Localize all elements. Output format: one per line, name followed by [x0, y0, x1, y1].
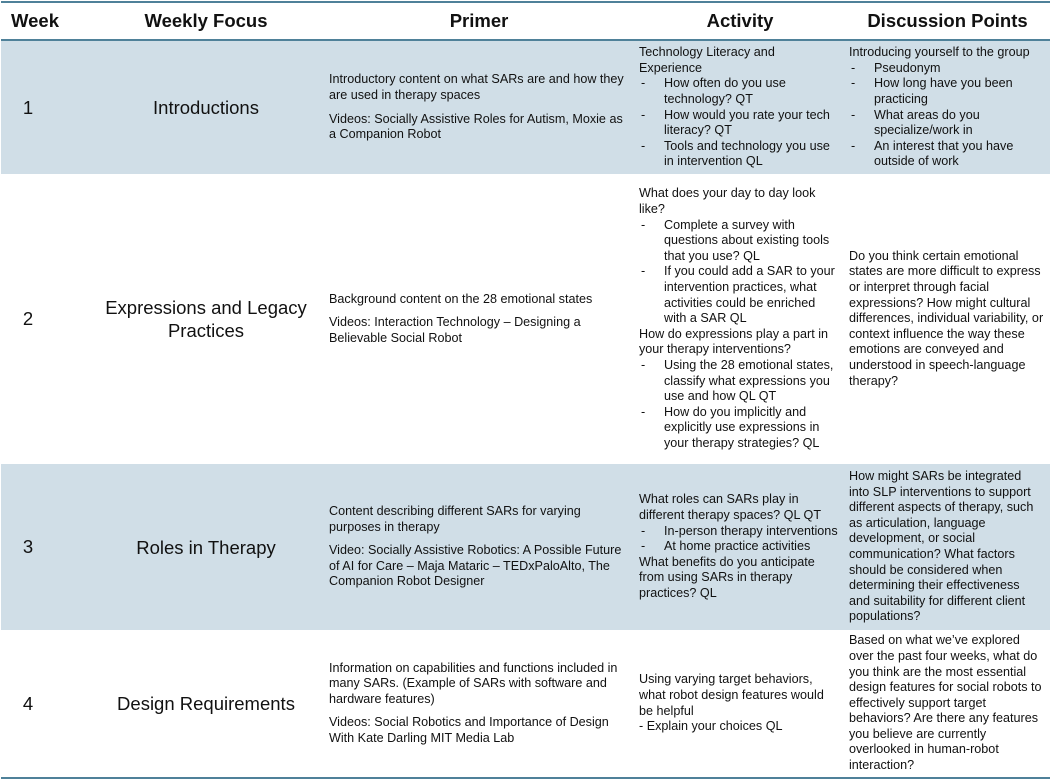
header-week: Week: [1, 2, 89, 40]
discussion-cell: [845, 174, 1050, 464]
discussion-cell: [845, 464, 1050, 630]
primer-cell: [323, 40, 635, 174]
activity-intro: What roles can SARs play in different therapy spaces? QL QT: [639, 492, 822, 523]
discussion-item: - What areas do you specialize/work in: [849, 108, 1044, 139]
weekly-focus: Roles in Therapy: [89, 464, 323, 630]
weekly-schedule-table: [1, 1, 1050, 779]
discussion-intro: Introducing yourself to the group: [849, 45, 1030, 60]
primer-cell: [323, 630, 635, 778]
activity-item: - How do you implicitly and explicitly use expressions in your therapy strategies? QL: [639, 405, 839, 452]
primer-content: Information on capabilities and functions included in many SARs. (Example of SARs with software and hardware features): [329, 660, 618, 706]
week-number: 2: [22, 308, 34, 330]
activity-intro: Technology Literacy and Experience: [639, 45, 775, 75]
week-number: 4: [1, 630, 89, 778]
primer-content: Content describing different SARs for varying purposes in therapy: [329, 504, 581, 534]
weekly-focus: Introductions: [89, 40, 323, 174]
primer-content: Introductory content on what SARs are and how they are used in therapy spaces: [329, 72, 624, 102]
activity-intro-2: How do expressions play a part in your therapy interventions?: [639, 326, 829, 357]
activity-item: - If you could add a SAR to your intervention practices, what activities could be enriched with a SAR QL: [639, 264, 839, 326]
week-number: 3: [1, 464, 89, 630]
activity-list: [639, 218, 839, 327]
activity-list: [639, 76, 839, 170]
activity-cell: [635, 630, 845, 778]
discussion-text: Based on what we’ve explored over the past four weeks, what do you think are the most essential design features for social robots to effectively support target behaviors? Are there any features you believe are currently overlooked in human-robot interaction?: [849, 633, 1042, 773]
activity-list-2: [639, 358, 839, 452]
weekly-focus: Design Requirements: [89, 630, 323, 778]
discussion-item: - An interest that you have outside of work: [849, 139, 1044, 170]
activity-outro: What benefits do you anticipate from using SARs in therapy practices? QL: [639, 554, 815, 600]
discussion-list: [849, 61, 1044, 170]
activity-list: [639, 524, 839, 555]
discussion-cell: [845, 630, 1050, 778]
discussion-cell: [845, 40, 1050, 174]
activity-cell: [635, 40, 845, 174]
primer-cell: [323, 174, 635, 464]
table-row-week-3: [1, 464, 1050, 630]
table-row-week-4: [1, 630, 1050, 778]
activity-item: - In-person therapy interventions: [639, 524, 839, 540]
primer-videos: Videos: Social Robotics and Importance of Design With Kate Darling MIT Media Lab: [329, 715, 609, 745]
activity-outro: - Explain your choices QL: [639, 719, 783, 734]
primer-cell: [323, 464, 635, 630]
activity-item: - Complete a survey with questions about existing tools that you use? QL: [639, 218, 839, 265]
discussion-item: - Pseudonym: [849, 61, 1044, 77]
activity-cell: [635, 464, 845, 630]
primer-videos: Videos: Socially Assistive Roles for Autism, Moxie as a Companion Robot: [329, 111, 623, 142]
activity-intro: What does your day to day look like?: [639, 186, 816, 217]
primer-videos: Video: Socially Assistive Robotics: A Possible Future of AI for Care – Maja Mataric – TEDxPaloAlto, The Companion Robot Designer: [329, 543, 622, 589]
activity-item: - How often do you use technology? QT: [639, 76, 839, 107]
header-discussion-points: Discussion Points: [845, 2, 1050, 40]
activity-item: - Using the 28 emotional states, classify what expressions you use and how QL QT: [639, 358, 839, 405]
table-row-week-2: [1, 174, 1050, 464]
primer-content: Background content on the 28 emotional states: [329, 291, 593, 306]
activity-item: - How would you rate your tech literacy? QT: [639, 108, 839, 139]
primer-videos: Videos: Interaction Technology – Designing a Believable Social Robot: [329, 315, 581, 345]
discussion-text: Do you think certain emotional states are more difficult to express or interpret through facial expressions? How might cultural differences, individual variability, or context influence the way these emotions are conveyed and understood in speech-language therapy?: [849, 248, 1044, 388]
discussion-item: - How long have you been practicing: [849, 76, 1044, 107]
activity-intro: Using varying target behaviors, what robot design features would be helpful: [639, 672, 824, 718]
header-primer: Primer: [323, 2, 635, 40]
activity-cell: [635, 174, 845, 464]
week-number: 1: [1, 40, 89, 174]
discussion-text: How might SARs be integrated into SLP interventions to support different aspects of therapy, such as articulation, language development, or social communication? What factors should be considered when determining their effectiveness and suitability for different client populations?: [849, 469, 1034, 624]
activity-item: - Tools and technology you use in intervention QL: [639, 139, 839, 170]
header-row: [1, 2, 1050, 40]
weekly-focus: Expressions and Legacy Practices: [105, 297, 307, 341]
header-weekly-focus: Weekly Focus: [89, 2, 323, 40]
activity-item: - At home practice activities: [639, 539, 839, 555]
header-activity: Activity: [635, 2, 845, 40]
table-row-week-1: [1, 40, 1050, 174]
